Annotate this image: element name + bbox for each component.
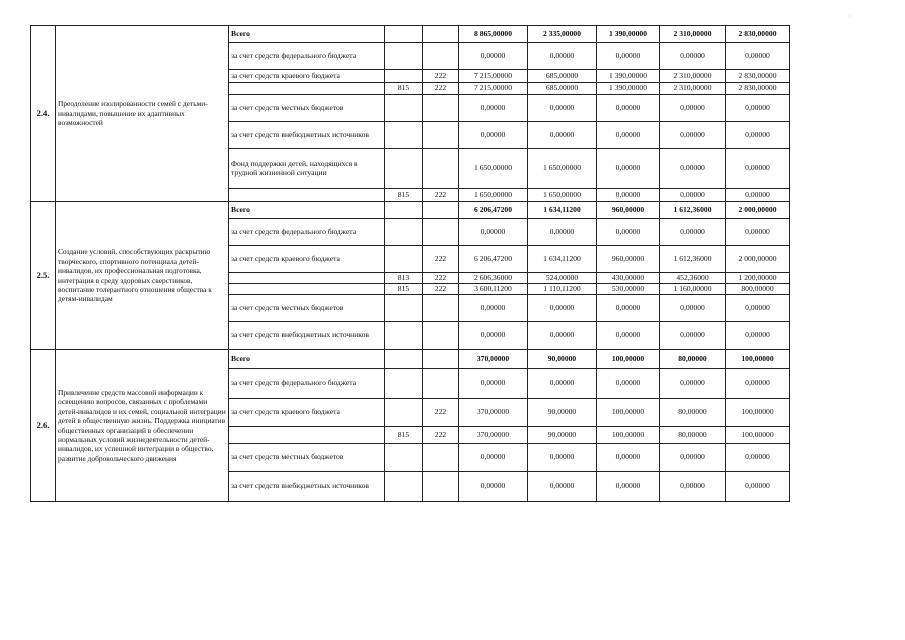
amount-cell: 0,00000 — [597, 149, 660, 189]
amount-cell: 370,00000 — [459, 350, 528, 369]
amount-cell: 100,00000 — [597, 427, 660, 444]
kvsr-code: 813 — [385, 273, 423, 284]
funding-source-label: за счет средств местных бюджетов — [229, 295, 385, 322]
kvsr-code — [385, 43, 423, 70]
amount-cell: 2 310,00000 — [660, 83, 726, 95]
amount-cell: 0,00000 — [726, 444, 790, 472]
amount-cell: 2 310,00000 — [660, 26, 726, 43]
funding-source-label: Всего — [229, 26, 385, 43]
amount-cell: 1 650,00000 — [528, 189, 597, 202]
kvsr-code: 815 — [385, 284, 423, 295]
funding-source-label — [229, 273, 385, 284]
amount-cell: 100,00000 — [726, 427, 790, 444]
section-title: Преодоление изолированности семей с детьми-инвалидами, повышение их адаптивных возможностей — [56, 26, 229, 202]
amount-cell: 0,00000 — [660, 189, 726, 202]
kvsr-code — [385, 322, 423, 350]
amount-cell: 0,00000 — [459, 122, 528, 149]
amount-cell: 452,36000 — [660, 273, 726, 284]
amount-cell: 1 612,36000 — [660, 202, 726, 219]
amount-cell: 80,00000 — [660, 427, 726, 444]
amount-cell: 0,00000 — [597, 95, 660, 122]
amount-cell: 0,00000 — [660, 322, 726, 350]
section-code — [423, 95, 459, 122]
amount-cell: 1 634,11200 — [528, 202, 597, 219]
section-code — [423, 350, 459, 369]
amount-cell: 0,00000 — [660, 149, 726, 189]
amount-cell: 0,00000 — [528, 322, 597, 350]
amount-cell: 0,00000 — [597, 43, 660, 70]
section-code — [423, 149, 459, 189]
kvsr-code — [385, 95, 423, 122]
amount-cell: 0,00000 — [660, 295, 726, 322]
amount-cell: 100,00000 — [597, 350, 660, 369]
amount-cell: 1 390,00000 — [597, 83, 660, 95]
funding-source-label: за счет средств местных бюджетов — [229, 444, 385, 472]
amount-cell: 0,00000 — [597, 189, 660, 202]
amount-cell: 1 634,11200 — [528, 246, 597, 273]
funding-source-label: за счет средств федерального бюджета — [229, 43, 385, 70]
kvsr-code: 815 — [385, 427, 423, 444]
section-code: 222 — [423, 273, 459, 284]
funding-source-label: за счет средств краевого бюджета — [229, 399, 385, 427]
amount-cell: 0,00000 — [726, 322, 790, 350]
amount-cell: 0,00000 — [726, 369, 790, 399]
amount-cell: 0,00000 — [726, 295, 790, 322]
amount-cell: 0,00000 — [459, 295, 528, 322]
kvsr-code — [385, 149, 423, 189]
table-row-total — [31, 202, 790, 219]
amount-cell: 0,00000 — [459, 322, 528, 350]
kvsr-code — [385, 295, 423, 322]
section-code — [423, 26, 459, 43]
amount-cell: 0,00000 — [528, 472, 597, 502]
kvsr-code — [385, 70, 423, 83]
section-code — [423, 43, 459, 70]
amount-cell: 0,00000 — [660, 43, 726, 70]
amount-cell: 1 110,11200 — [528, 284, 597, 295]
funding-source-label — [229, 427, 385, 444]
amount-cell: 1 650,00000 — [459, 189, 528, 202]
amount-cell: 1 650,00000 — [459, 149, 528, 189]
section-code — [423, 369, 459, 399]
amount-cell: 100,00000 — [726, 399, 790, 427]
funding-source-label: Всего — [229, 350, 385, 369]
amount-cell: 0,00000 — [459, 444, 528, 472]
amount-cell: 0,00000 — [660, 219, 726, 246]
kvsr-code — [385, 246, 423, 273]
amount-cell: 0,00000 — [459, 472, 528, 502]
funding-source-label: за счет средств краевого бюджета — [229, 246, 385, 273]
amount-cell: 0,00000 — [726, 149, 790, 189]
funding-source-label — [229, 83, 385, 95]
kvsr-code — [385, 369, 423, 399]
section-number: 2.6. — [31, 350, 56, 502]
amount-cell: 0,00000 — [726, 95, 790, 122]
amount-cell: 2 000,00000 — [726, 202, 790, 219]
amount-cell: 80,00000 — [660, 399, 726, 427]
amount-cell: 100,00000 — [726, 350, 790, 369]
amount-cell: 0,00000 — [528, 444, 597, 472]
amount-cell: 370,00000 — [459, 427, 528, 444]
amount-cell: 0,00000 — [528, 95, 597, 122]
amount-cell: 0,00000 — [597, 122, 660, 149]
funding-source-label: за счет средств местных бюджетов — [229, 95, 385, 122]
section-code — [423, 219, 459, 246]
section-code — [423, 444, 459, 472]
amount-cell: 2 830,00000 — [726, 70, 790, 83]
kvsr-code — [385, 444, 423, 472]
section-code — [423, 472, 459, 502]
section-code: 222 — [423, 70, 459, 83]
amount-cell: 0,00000 — [726, 43, 790, 70]
amount-cell: 2 310,00000 — [660, 70, 726, 83]
amount-cell: 0,00000 — [459, 43, 528, 70]
amount-cell: 90,00000 — [528, 399, 597, 427]
scan-speck: · — [848, 12, 851, 21]
amount-cell: 800,00000 — [726, 284, 790, 295]
amount-cell: 430,00000 — [597, 273, 660, 284]
funding-source-label: Фонд поддержки детей, находящихся в трудной жизненной ситуации — [229, 149, 385, 189]
amount-cell: 960,00000 — [597, 202, 660, 219]
amount-cell: 2 606,36000 — [459, 273, 528, 284]
amount-cell: 685,00000 — [528, 83, 597, 95]
budget-table — [30, 25, 790, 502]
amount-cell: 0,00000 — [528, 295, 597, 322]
funding-source-label: Всего — [229, 202, 385, 219]
amount-cell: 685,00000 — [528, 70, 597, 83]
amount-cell: 2 000,00000 — [726, 246, 790, 273]
amount-cell: 0,00000 — [528, 369, 597, 399]
amount-cell: 6 206,47200 — [459, 246, 528, 273]
amount-cell: 80,00000 — [660, 350, 726, 369]
funding-source-label: за счет средств внебюджетных источников — [229, 122, 385, 149]
kvsr-code — [385, 350, 423, 369]
amount-cell: 0,00000 — [528, 43, 597, 70]
amount-cell: 1 650,00000 — [528, 149, 597, 189]
amount-cell: 2 830,00000 — [726, 83, 790, 95]
kvsr-code — [385, 399, 423, 427]
funding-source-label: за счет средств федерального бюджета — [229, 369, 385, 399]
amount-cell: 0,00000 — [660, 369, 726, 399]
section-title: Привлечение средств массовой информации к освещению вопросов, связанных с проблемами детей-инвалидов и их семей, социальной интеграции детей в общественную жизнь. Поддержка инициатив общественных организаций в обеспечении нормальных условий жизнедеятельности детей-инвалидов, их успешной интеграции в общество, развитие добровольческого движения — [56, 350, 229, 502]
amount-cell: 8 865,00000 — [459, 26, 528, 43]
amount-cell: 1 612,36000 — [660, 246, 726, 273]
section-code — [423, 122, 459, 149]
amount-cell: 1 390,00000 — [597, 26, 660, 43]
amount-cell: 0,00000 — [726, 122, 790, 149]
amount-cell: 90,00000 — [528, 350, 597, 369]
kvsr-code — [385, 219, 423, 246]
amount-cell: 1 160,00000 — [660, 284, 726, 295]
amount-cell: 0,00000 — [660, 122, 726, 149]
amount-cell: 6 206,47200 — [459, 202, 528, 219]
amount-cell: 0,00000 — [459, 219, 528, 246]
amount-cell: 0,00000 — [459, 369, 528, 399]
amount-cell: 7 215,00000 — [459, 83, 528, 95]
kvsr-code — [385, 26, 423, 43]
amount-cell: 0,00000 — [726, 189, 790, 202]
section-code: 222 — [423, 399, 459, 427]
funding-source-label — [229, 189, 385, 202]
section-code: 222 — [423, 83, 459, 95]
amount-cell: 524,00000 — [528, 273, 597, 284]
amount-cell: 0,00000 — [459, 95, 528, 122]
funding-source-label: за счет средств внебюджетных источников — [229, 322, 385, 350]
amount-cell: 0,00000 — [660, 95, 726, 122]
amount-cell: 0,00000 — [726, 219, 790, 246]
section-code: 222 — [423, 246, 459, 273]
amount-cell: 0,00000 — [528, 219, 597, 246]
amount-cell: 1 390,00000 — [597, 70, 660, 83]
amount-cell: 0,00000 — [597, 472, 660, 502]
section-code — [423, 322, 459, 350]
amount-cell: 1 200,00000 — [726, 273, 790, 284]
amount-cell: 7 215,00000 — [459, 70, 528, 83]
section-number: 2.4. — [31, 26, 56, 202]
section-code: 222 — [423, 427, 459, 444]
amount-cell: 0,00000 — [726, 472, 790, 502]
table-row-total — [31, 350, 790, 369]
amount-cell: 960,00000 — [597, 246, 660, 273]
amount-cell: 0,00000 — [597, 295, 660, 322]
amount-cell: 90,00000 — [528, 427, 597, 444]
section-code — [423, 295, 459, 322]
amount-cell: 0,00000 — [597, 444, 660, 472]
section-number: 2.5. — [31, 202, 56, 350]
section-code — [423, 202, 459, 219]
kvsr-code: 815 — [385, 189, 423, 202]
amount-cell: 0,00000 — [597, 322, 660, 350]
section-code: 222 — [423, 284, 459, 295]
amount-cell: 0,00000 — [597, 219, 660, 246]
amount-cell: 370,00000 — [459, 399, 528, 427]
amount-cell: 3 600,11200 — [459, 284, 528, 295]
budget-table-body — [31, 26, 790, 502]
funding-source-label: за счет средств внебюджетных источников — [229, 472, 385, 502]
kvsr-code: 815 — [385, 83, 423, 95]
amount-cell: 100,00000 — [597, 399, 660, 427]
amount-cell: 0,00000 — [660, 472, 726, 502]
section-title: Создание условий, способствующих раскрытию творческого, спортивного потенциала детей-инвалидов, их профессиональная подготовка, интеграция в среду здоровых сверстников, воспитание толерантного отношения общества к детям-инвалидам — [56, 202, 229, 350]
table-row-total — [31, 26, 790, 43]
kvsr-code — [385, 122, 423, 149]
funding-source-label: за счет средств краевого бюджета — [229, 70, 385, 83]
kvsr-code — [385, 472, 423, 502]
amount-cell: 2 335,00000 — [528, 26, 597, 43]
funding-source-label: за счет средств федерального бюджета — [229, 219, 385, 246]
amount-cell: 530,00000 — [597, 284, 660, 295]
kvsr-code — [385, 202, 423, 219]
amount-cell: 2 830,00000 — [726, 26, 790, 43]
amount-cell: 0,00000 — [597, 369, 660, 399]
amount-cell: 0,00000 — [528, 122, 597, 149]
section-code: 222 — [423, 189, 459, 202]
funding-source-label — [229, 284, 385, 295]
amount-cell: 0,00000 — [660, 444, 726, 472]
